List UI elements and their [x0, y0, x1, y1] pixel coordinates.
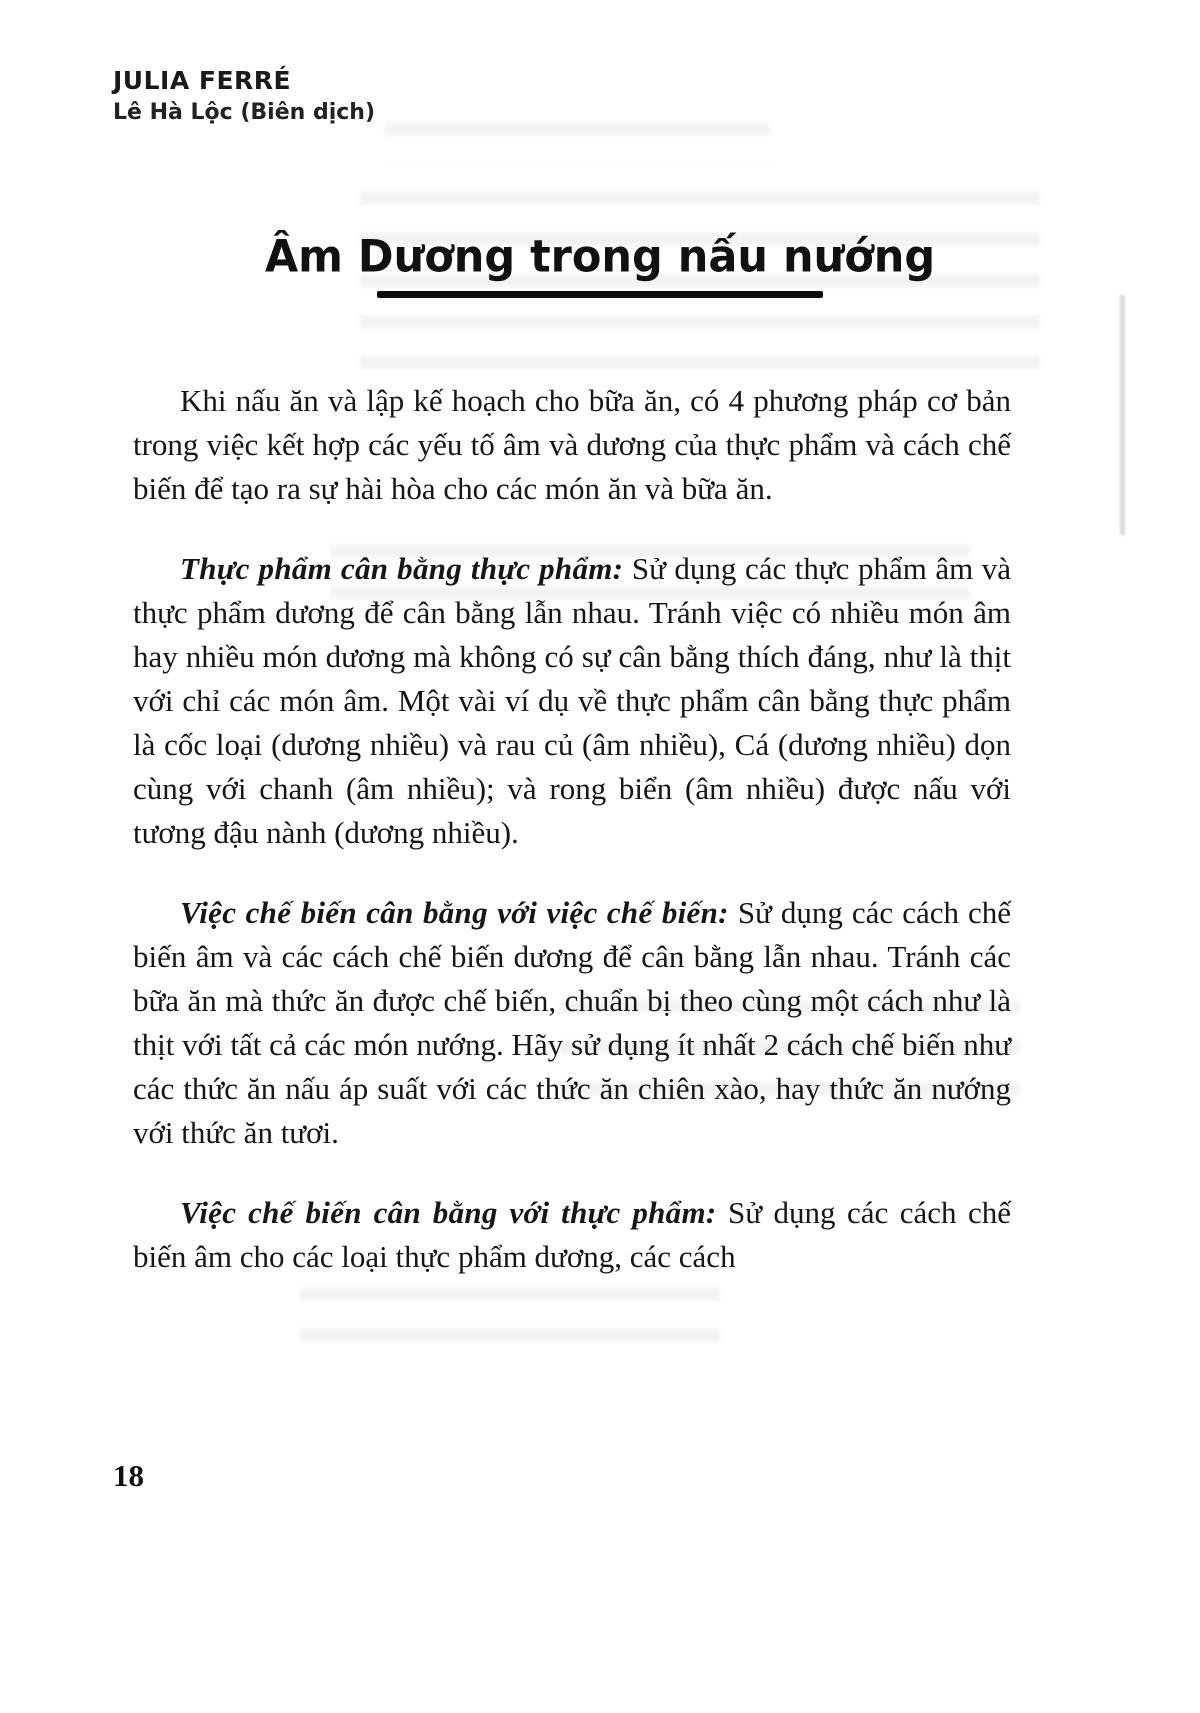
paragraph-lead: Thực phẩm cân bằng thực phẩm:	[180, 551, 624, 586]
author-name: JULIA FERRÉ	[113, 66, 292, 95]
paragraph-text: Sử dụng các cách chế biến âm cho các loại thực phẩm dương, các cách	[133, 1195, 1011, 1274]
paragraph-lead: Việc chế biến cân bằng với thực phẩm:	[180, 1195, 717, 1230]
paragraph-text: Khi nấu ăn và lập kế hoạch cho bữa ăn, có 4 phương pháp cơ bản trong việc kết hợp các yếu tố âm và dương của thực phẩm và cách chế biến để tạo ra sự hài hòa cho các món ăn và bữa ăn.	[133, 383, 1011, 506]
paragraph-cooking-balance-cooking	[133, 891, 1011, 1155]
paragraph-cooking-balance-food	[133, 1191, 1011, 1279]
page-number: 18	[113, 1458, 144, 1493]
title-block	[0, 232, 1200, 298]
bleedthrough-artifact	[385, 122, 770, 164]
chapter-title: Âm Dương trong nấu nướng	[264, 231, 936, 283]
paragraph-food-balance	[133, 547, 1011, 855]
paragraph-lead: Việc chế biến cân bằng với việc chế biến:	[180, 895, 729, 930]
body-text	[133, 379, 1011, 1315]
scan-edge-artifact	[1120, 295, 1125, 535]
paragraph-intro	[133, 379, 1011, 511]
translator-name: Lê Hà Lộc (Biên dịch)	[113, 100, 376, 125]
paragraph-text: Sử dụng các cách chế biến âm và các cách chế biến dương để cân bằng lẫn nhau. Tránh các bữa ăn mà thức ăn được chế biến, chuẩn bị theo cùng một cách như là thịt với tất cả các món nướng. Hãy sử dụng ít nhất 2 cách chế biến như các thức ăn nấu áp suất với các thức ăn chiên xào, hay thức ăn nướng với thức ăn tươi.	[133, 895, 1012, 1150]
page-header	[113, 66, 375, 125]
title-underline	[377, 291, 823, 298]
paragraph-text: Sử dụng các thực phẩm âm và thực phẩm dương để cân bằng lẫn nhau. Tránh việc có nhiều món âm hay nhiều món dương mà không có sự cân bằng thích đáng, như là thịt với chỉ các món âm. Một vài ví dụ về thực phẩm cân bằng thực phẩm là cốc loại (dương nhiều) và rau củ (âm nhiều), Cá (dương nhiều) dọn cùng với chanh (âm nhiều); và rong biển (âm nhiều) được nấu với tương đậu nành (dương nhiều).	[133, 551, 1012, 850]
